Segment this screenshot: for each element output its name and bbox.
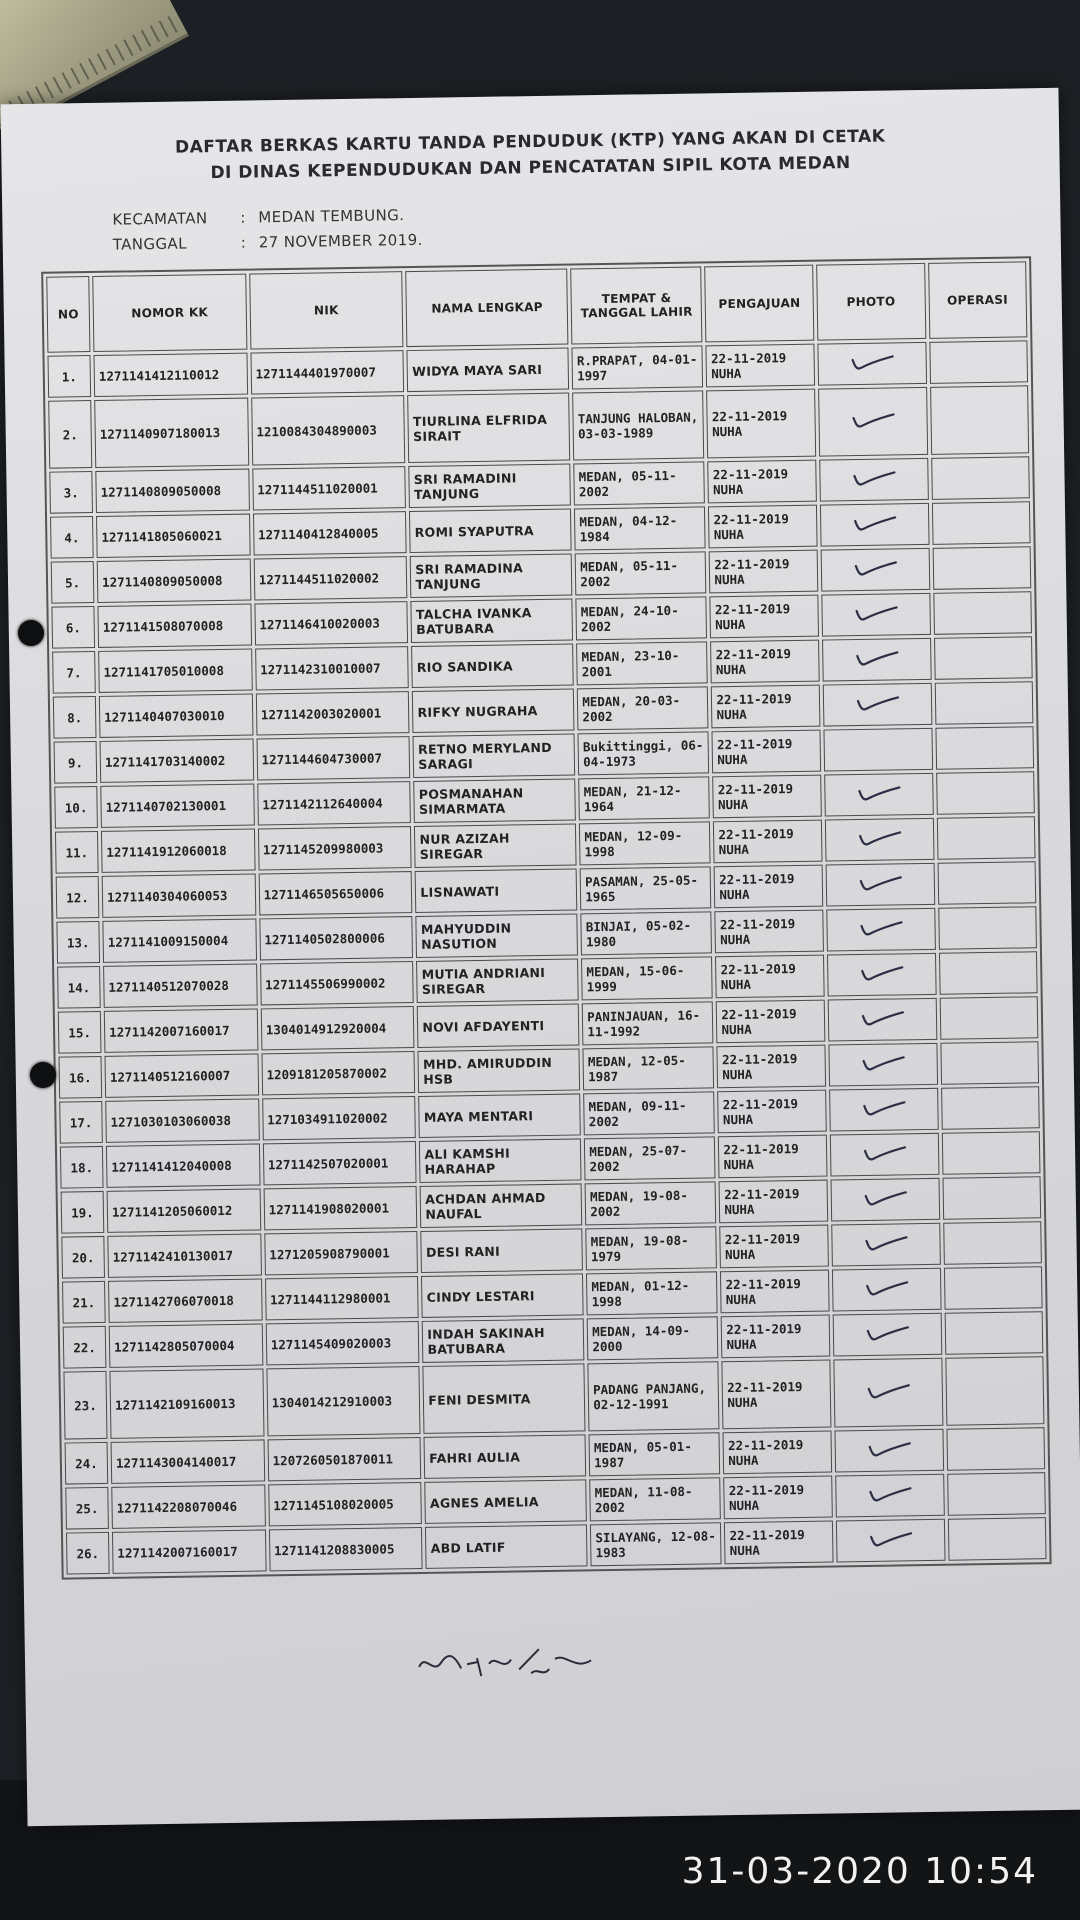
header-nik: NIK — [249, 271, 404, 349]
operasi-cell — [946, 1427, 1045, 1471]
photo-cell — [824, 773, 933, 817]
operasi-cell — [945, 1356, 1044, 1426]
nik-cell: 1271142112640004 — [257, 781, 411, 825]
tempat-tanggal-lahir-cell: MEDAN, 12-09-1998 — [579, 821, 711, 865]
nik-cell: 1271144604730007 — [256, 736, 410, 780]
row-number: 13. — [56, 921, 100, 964]
kecamatan-separator: : — [240, 208, 246, 227]
tempat-tanggal-lahir-cell: MEDAN, 11-08-2002 — [589, 1477, 721, 1521]
header-nama-lengkap: NAMA LENGKAP — [406, 269, 569, 348]
nama-cell: DESI RANI — [421, 1228, 584, 1273]
row-number: 22. — [63, 1326, 107, 1369]
photo-cell — [817, 342, 926, 386]
photo-cell — [827, 953, 936, 997]
nik-cell: 1271146410020003 — [254, 601, 408, 645]
nik-cell: 1271144401970007 — [250, 350, 404, 394]
checkmark-icon — [852, 559, 898, 578]
pengajuan-cell: 22-11-2019 NUHA — [724, 1521, 833, 1565]
header-pengajuan: PENGAJUAN — [705, 265, 815, 343]
operasi-cell — [933, 591, 1032, 635]
photo-cell — [831, 1223, 940, 1267]
checkmark-icon — [859, 1009, 905, 1028]
photo-cell — [821, 548, 930, 592]
nik-cell: 1271205908790001 — [264, 1231, 418, 1275]
nik-cell: 1304014212910003 — [266, 1366, 421, 1436]
nama-cell: ACHDAN AHMAD NAUFAL — [420, 1183, 583, 1228]
header-photo: PHOTO — [816, 263, 926, 341]
checkmark-icon — [865, 1382, 911, 1401]
tempat-tanggal-lahir-cell: BINJAI, 05-02-1980 — [581, 911, 713, 955]
checkmark-icon — [866, 1440, 912, 1459]
photo-cell — [831, 1178, 940, 1222]
row-number: 7. — [52, 651, 96, 694]
pengajuan-cell: 22-11-2019 NUHA — [710, 595, 819, 639]
row-number: 10. — [54, 786, 98, 829]
photo-cell — [835, 1474, 944, 1518]
row-number: 14. — [57, 966, 101, 1009]
pengajuan-cell: 22-11-2019 NUHA — [720, 1225, 829, 1269]
row-number: 5. — [51, 561, 95, 604]
nomor-kk-cell: 1271141009150004 — [102, 919, 256, 963]
nomor-kk-cell: 1271142706070018 — [108, 1278, 262, 1322]
checkmark-icon — [860, 1054, 906, 1073]
pengajuan-cell: 22-11-2019 NUHA — [716, 1000, 825, 1044]
tanggal-label: TANGGAL — [112, 234, 188, 254]
tempat-tanggal-lahir-cell: MEDAN, 05-11-2002 — [574, 461, 706, 505]
pengajuan-cell: 22-11-2019 NUHA — [708, 460, 817, 504]
nomor-kk-cell: 1271030103060038 — [105, 1098, 259, 1142]
nama-cell: SRI RAMADINA TANJUNG — [410, 553, 573, 598]
nama-cell: ROMI SYAPUTRA — [409, 509, 572, 554]
ktp-table — [41, 256, 1051, 1579]
checkmark-icon — [864, 1324, 910, 1343]
photo-cell — [825, 818, 934, 862]
row-number: 20. — [61, 1236, 105, 1279]
nama-cell: INDAH SAKINAH BATUBARA — [422, 1318, 585, 1363]
operasi-cell — [935, 726, 1034, 770]
punch-hole — [18, 620, 44, 646]
tanggal-line — [113, 231, 423, 254]
nik-cell: 1271145506990002 — [260, 961, 414, 1005]
nomor-kk-cell: 1271141912060018 — [101, 829, 255, 873]
nama-cell: NOVI AFDAYENTI — [417, 1003, 580, 1048]
pengajuan-cell: 22-11-2019 NUHA — [713, 775, 822, 819]
nik-cell: 1207260501870011 — [267, 1437, 421, 1481]
nik-cell: 1271141208830005 — [269, 1527, 423, 1571]
checkmark-icon — [856, 784, 902, 803]
tempat-tanggal-lahir-cell: MEDAN, 21-12-1964 — [578, 776, 710, 820]
tempat-tanggal-lahir-cell: MEDAN, 15-06-1999 — [581, 956, 713, 1000]
tempat-tanggal-lahir-cell: MEDAN, 04-12-1984 — [574, 506, 706, 550]
document-page — [1, 88, 1080, 1826]
nomor-kk-cell: 1271141412040008 — [106, 1143, 260, 1187]
row-number: 4. — [50, 516, 94, 559]
operasi-cell — [938, 906, 1037, 950]
photo-cell — [833, 1313, 942, 1357]
nama-cell: FENI DESMITA — [423, 1363, 586, 1434]
row-number: 18. — [60, 1146, 104, 1189]
pengajuan-cell: 22-11-2019 NUHA — [721, 1315, 830, 1359]
photo-cell — [820, 503, 929, 547]
tempat-tanggal-lahir-cell: PANINJAUAN, 16-11-1992 — [582, 1001, 714, 1045]
nama-cell: CINDY LESTARI — [421, 1273, 584, 1318]
nama-cell: MUTIA ANDRIANI SIREGAR — [416, 958, 579, 1003]
nik-cell: 1271145108020005 — [268, 1482, 422, 1526]
nomor-kk-cell: 1271142410130017 — [107, 1233, 261, 1277]
photo-cell — [828, 1043, 937, 1087]
tanggal-value: 27 NOVEMBER 2019. — [258, 230, 423, 252]
photo-cell — [823, 683, 932, 727]
nomor-kk-cell: 1271142208070046 — [111, 1484, 265, 1528]
nomor-kk-cell: 1271140512070028 — [103, 963, 257, 1007]
nik-cell: 1271146505650006 — [258, 871, 412, 915]
checkmark-icon — [858, 919, 904, 938]
photo-cell — [829, 1088, 938, 1132]
nomor-kk-cell: 1271142109160013 — [109, 1368, 264, 1438]
tempat-tanggal-lahir-cell: R.PRAPAT, 04-01-1997 — [572, 345, 704, 389]
row-number: 6. — [51, 606, 95, 649]
nik-cell: 1304014912920004 — [260, 1006, 414, 1050]
pengajuan-cell: 22-11-2019 NUHA — [707, 389, 817, 459]
document-title-line-2: DI DINAS KEPENDUDUKAN DAN PENCATATAN SIPIL KOTA MEDAN — [210, 153, 851, 184]
operasi-cell — [934, 636, 1033, 680]
photo-cell — [832, 1268, 941, 1312]
operasi-cell — [936, 771, 1035, 815]
pengajuan-cell: 22-11-2019 NUHA — [706, 344, 815, 388]
tempat-tanggal-lahir-cell: PADANG PANJANG, 02-12-1991 — [588, 1361, 720, 1431]
row-number: 17. — [59, 1101, 103, 1144]
photo-timestamp: 31-03-2020 10:54 — [681, 1851, 1038, 1892]
tempat-tanggal-lahir-cell: MEDAN, 24-10-2002 — [576, 596, 708, 640]
photo-cell — [818, 387, 928, 457]
checkmark-icon — [863, 1279, 909, 1298]
tempat-tanggal-lahir-cell: MEDAN, 25-07-2002 — [584, 1136, 716, 1180]
nama-cell: MAYA MENTARI — [419, 1093, 582, 1138]
nik-cell: 1271142310010007 — [255, 646, 409, 690]
nama-cell: RIFKY NUGRAHA — [412, 688, 575, 733]
operasi-cell — [936, 816, 1035, 860]
row-number: 23. — [63, 1371, 107, 1440]
pengajuan-cell: 22-11-2019 NUHA — [708, 505, 817, 549]
tempat-tanggal-lahir-cell: MEDAN, 23-10-2001 — [576, 641, 708, 685]
kecamatan-line — [112, 206, 404, 229]
kecamatan-label: KECAMATAN — [112, 209, 208, 229]
nik-cell: 1271144511020001 — [252, 466, 406, 510]
checkmark-icon — [856, 829, 902, 848]
photo-cell — [833, 1358, 943, 1428]
nik-cell: 1271142507020001 — [263, 1141, 417, 1185]
kecamatan-value: MEDAN TEMBUNG. — [258, 206, 405, 227]
pengajuan-cell: 22-11-2019 NUHA — [724, 1476, 833, 1520]
handwritten-signature — [415, 1642, 596, 1685]
pengajuan-cell: 22-11-2019 NUHA — [712, 730, 821, 774]
nama-cell: TIURLINA ELFRIDA SIRAIT — [408, 393, 571, 464]
photo-cell — [830, 1133, 939, 1177]
operasi-cell — [944, 1266, 1043, 1310]
checkmark-icon — [857, 874, 903, 893]
operasi-cell — [930, 385, 1029, 455]
nama-cell: ALI KAMSHI HARAHAP — [419, 1138, 582, 1183]
photo-cell — [819, 458, 928, 502]
nama-cell: WIDYA MAYA SARI — [407, 348, 570, 393]
nomor-kk-cell: 1271141508070008 — [97, 604, 251, 648]
operasi-cell — [931, 456, 1030, 500]
checkmark-icon — [854, 694, 900, 713]
row-number: 16. — [59, 1056, 103, 1099]
nama-cell: MHD. AMIRUDDIN HSB — [418, 1048, 581, 1093]
table-row — [48, 385, 1029, 468]
checkmark-icon — [851, 469, 897, 488]
operasi-cell — [947, 1472, 1046, 1516]
nomor-kk-cell: 1271141805060021 — [96, 514, 250, 558]
nomor-kk-cell: 1271141412110012 — [94, 353, 248, 397]
tempat-tanggal-lahir-cell: MEDAN, 05-01-1987 — [589, 1432, 721, 1476]
checkmark-icon — [862, 1189, 908, 1208]
nomor-kk-cell: 1271140304060053 — [102, 874, 256, 918]
nomor-kk-cell: 1271140809050008 — [97, 559, 251, 603]
pengajuan-cell: 22-11-2019 NUHA — [710, 640, 819, 684]
operasi-cell — [932, 546, 1031, 590]
nik-cell: 1271144511020002 — [253, 556, 407, 600]
checkmark-icon — [867, 1530, 913, 1549]
nomor-kk-cell: 1271141705010008 — [98, 649, 252, 693]
photo-cell — [823, 728, 932, 772]
operasi-cell — [941, 1131, 1040, 1175]
nik-cell: 1210084304890003 — [251, 395, 406, 465]
tanggal-separator: : — [240, 233, 247, 252]
operasi-cell — [943, 1221, 1042, 1265]
operasi-cell — [944, 1311, 1043, 1355]
pengajuan-cell: 22-11-2019 NUHA — [713, 820, 822, 864]
table-header-row — [46, 261, 1027, 352]
row-number: 2. — [48, 400, 92, 469]
operasi-cell — [939, 996, 1038, 1040]
operasi-cell — [942, 1176, 1041, 1220]
checkmark-icon — [867, 1485, 913, 1504]
pengajuan-cell: 22-11-2019 NUHA — [722, 1360, 832, 1430]
tempat-tanggal-lahir-cell: MEDAN, 09-11-2002 — [583, 1091, 715, 1135]
operasi-cell — [934, 681, 1033, 725]
nomor-kk-cell: 1271140907180013 — [94, 398, 249, 468]
nik-cell: 1271034911020002 — [262, 1096, 416, 1140]
nama-cell: AGNES AMELIA — [425, 1479, 588, 1524]
nomor-kk-cell: 1271141703140002 — [100, 739, 254, 783]
nik-cell: 1271142003020001 — [256, 691, 410, 735]
nik-cell: 1271145409020003 — [265, 1321, 419, 1365]
checkmark-icon — [853, 649, 899, 668]
nomor-kk-cell: 1271140407030010 — [99, 694, 253, 738]
tempat-tanggal-lahir-cell: MEDAN, 01-12-1998 — [586, 1271, 718, 1315]
nomor-kk-cell: 1271142007160017 — [112, 1529, 266, 1573]
punch-hole — [30, 1062, 56, 1088]
row-number: 21. — [62, 1281, 106, 1324]
operasi-cell — [939, 951, 1038, 995]
document-title-line-1: DAFTAR BERKAS KARTU TANDA PENDUDUK (KTP) YANG AKAN DI CETAK — [174, 126, 886, 158]
nama-cell: RIO SANDIKA — [411, 643, 574, 688]
pengajuan-cell: 22-11-2019 NUHA — [719, 1180, 828, 1224]
photo-cell — [826, 908, 935, 952]
tempat-tanggal-lahir-cell: MEDAN, 14-09-2000 — [587, 1316, 719, 1360]
row-number: 25. — [65, 1487, 109, 1530]
nomor-kk-cell: 1271142805070004 — [109, 1323, 263, 1367]
header-tempat-tanggal-lahir: TEMPAT & TANGGAL LAHIR — [570, 266, 702, 344]
operasi-cell — [940, 1041, 1039, 1085]
nik-cell: 1271141908020001 — [263, 1186, 417, 1230]
nama-cell: RETNO MERYLAND SARAGI — [413, 733, 576, 778]
row-number: 19. — [61, 1191, 105, 1234]
row-number: 11. — [55, 831, 99, 874]
nama-cell: TALCHA IVANKA BATUBARA — [411, 598, 574, 643]
nama-cell: MAHYUDDIN NASUTION — [416, 913, 579, 958]
nomor-kk-cell: 1271142007160017 — [104, 1008, 258, 1052]
nama-cell: SRI RAMADINI TANJUNG — [409, 464, 572, 509]
checkmark-icon — [858, 964, 904, 983]
pengajuan-cell: 22-11-2019 NUHA — [711, 685, 820, 729]
row-number: 24. — [65, 1442, 109, 1485]
table-body — [47, 340, 1046, 1574]
pengajuan-cell: 22-11-2019 NUHA — [718, 1090, 827, 1134]
photo-cell — [822, 638, 931, 682]
nik-cell: 1271145209980003 — [258, 826, 412, 870]
nik-cell: 1209181205870002 — [261, 1051, 415, 1095]
checkmark-icon — [861, 1099, 907, 1118]
nik-cell: 1271144112980001 — [265, 1276, 419, 1320]
photo-cell — [828, 998, 937, 1042]
tempat-tanggal-lahir-cell: PASAMAN, 25-05-1965 — [580, 866, 712, 910]
tempat-tanggal-lahir-cell: TANJUNG HALOBAN, 03-03-1989 — [572, 390, 704, 460]
photo-cell — [821, 593, 930, 637]
pengajuan-cell: 22-11-2019 NUHA — [723, 1431, 832, 1475]
tempat-tanggal-lahir-cell: MEDAN, 20-03-2002 — [577, 686, 709, 730]
table-row — [63, 1356, 1044, 1439]
photo-cell — [834, 1429, 943, 1473]
nomor-kk-cell: 1271140809050008 — [95, 469, 249, 513]
operasi-cell — [931, 501, 1030, 545]
row-number: 15. — [58, 1011, 102, 1054]
nama-cell: POSMANAHAN SIMARMATA — [414, 778, 577, 823]
row-number: 8. — [53, 696, 97, 739]
operasi-cell — [941, 1086, 1040, 1130]
pengajuan-cell: 22-11-2019 NUHA — [718, 1135, 827, 1179]
nik-cell: 1271140412840005 — [253, 511, 407, 555]
nomor-kk-cell: 1271140702130001 — [100, 784, 254, 828]
pengajuan-cell: 22-11-2019 NUHA — [715, 910, 824, 954]
pengajuan-cell: 22-11-2019 NUHA — [720, 1270, 829, 1314]
checkmark-icon — [851, 514, 897, 533]
pengajuan-cell: 22-11-2019 NUHA — [717, 1045, 826, 1089]
row-number: 1. — [47, 355, 91, 398]
checkmark-icon — [849, 353, 895, 372]
operasi-cell — [937, 861, 1036, 905]
pengajuan-cell: 22-11-2019 NUHA — [715, 955, 824, 999]
nama-cell: LISNAWATI — [415, 868, 578, 913]
checkmark-icon — [853, 604, 899, 623]
operasi-cell — [929, 340, 1028, 384]
nomor-kk-cell: 1271140512160007 — [105, 1053, 259, 1097]
row-number: 26. — [66, 1532, 110, 1575]
nomor-kk-cell: 1271141205060012 — [107, 1188, 261, 1232]
row-number: 3. — [49, 471, 93, 514]
nama-cell: ABD LATIF — [425, 1524, 588, 1569]
nomor-kk-cell: 1271143004140017 — [111, 1439, 265, 1483]
pengajuan-cell: 22-11-2019 NUHA — [709, 550, 818, 594]
photo-cell — [826, 863, 935, 907]
operasi-cell — [947, 1517, 1046, 1561]
header-nomor-kk: NOMOR KK — [92, 274, 247, 352]
tempat-tanggal-lahir-cell: MEDAN, 19-08-1979 — [586, 1226, 718, 1270]
nama-cell: FAHRI AULIA — [424, 1434, 587, 1479]
tempat-tanggal-lahir-cell: Bukittinggi, 06-04-1973 — [578, 731, 710, 775]
tempat-tanggal-lahir-cell: MEDAN, 05-11-2002 — [575, 551, 707, 595]
nik-cell: 1271140502800006 — [259, 916, 413, 960]
checkmark-icon — [861, 1144, 907, 1163]
checkmark-icon — [850, 411, 896, 430]
photo-cell — [836, 1519, 945, 1563]
checkmark-icon — [863, 1234, 909, 1253]
tempat-tanggal-lahir-cell: MEDAN, 19-08-2002 — [585, 1181, 717, 1225]
pengajuan-cell: 22-11-2019 NUHA — [714, 865, 823, 909]
row-number: 12. — [56, 876, 100, 919]
tempat-tanggal-lahir-cell: MEDAN, 12-05-1987 — [583, 1046, 715, 1090]
header-no: NO — [46, 276, 90, 353]
nama-cell: NUR AZIZAH SIREGAR — [414, 823, 577, 868]
tempat-tanggal-lahir-cell: SILAYANG, 12-08-1983 — [590, 1522, 722, 1566]
header-operasi: OPERASI — [928, 261, 1028, 339]
row-number: 9. — [54, 741, 98, 784]
